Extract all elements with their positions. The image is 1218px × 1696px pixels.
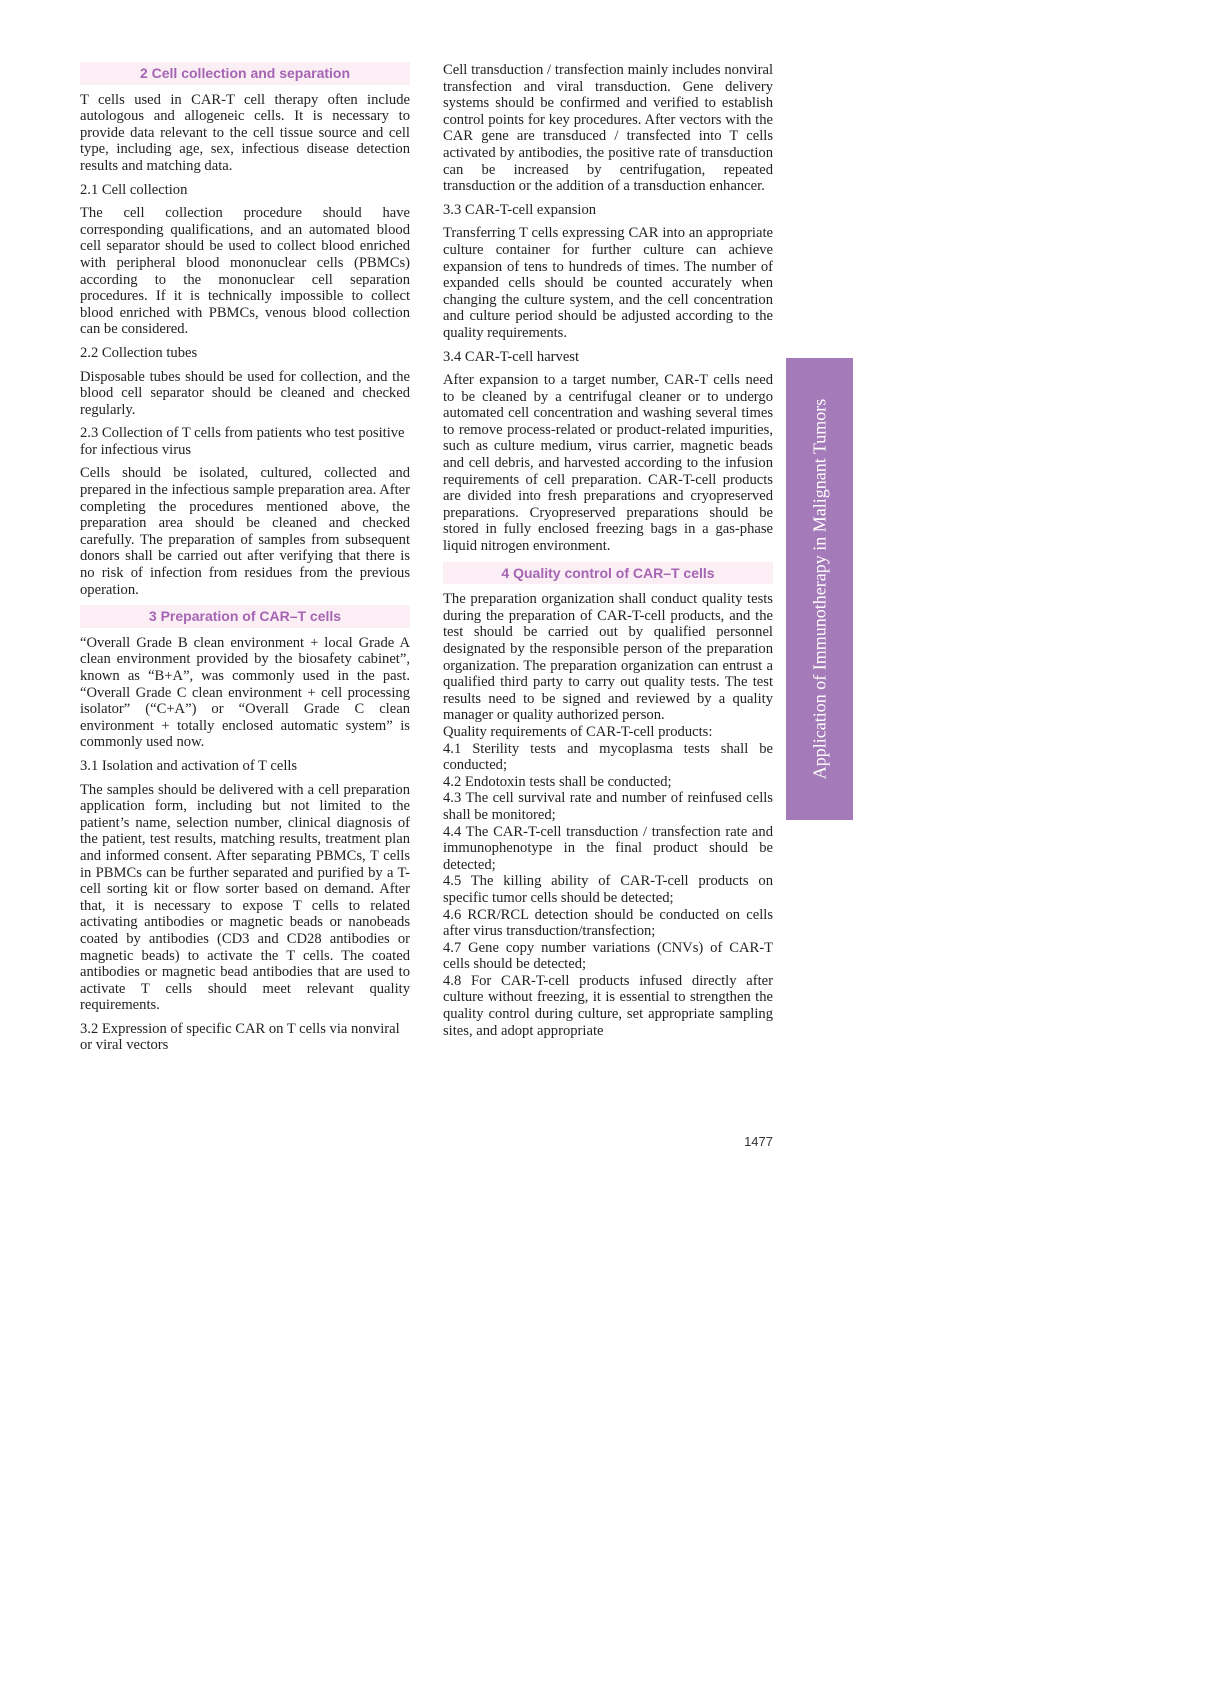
subsection-2-2-paragraph: Disposable tubes should be used for collection, and the blood cell separator should be cleaned and checked regularly. [80,368,410,418]
section-4-paragraph: The preparation organization shall conduct quality tests during the preparation of CAR-T-cell products, and the test should be carried out by qualified personnel designated by the responsible person of the preparation organization. The preparation organization can entrust a qualified third party to carry out quality tests. The test results need to be signed and reviewed by a quality manager or quality authorized person. [443,591,773,724]
subsection-3-1-paragraph: The samples should be delivered with a cell preparation application form, including but not limited to the patient’s name, selection number, clinical diagnosis of the patient, test results, matching results, treatment plan and informed consent. After separating PBMCs, T cells in PBMCs can be further separated and purified by a T-cell sorting kit or flow sorter based on demand. After that, it is necessary to expose T cells to related activating antibodies or magnetic beads or nanobeads coated by antibodies (CD3 and CD28 antibodies or magnetic beads) to activate the T cells. The coated antibodies or magnetic bead antibodies that are used to activate T cells should meet relevant quality requirements. [80,781,410,1014]
side-tab [786,358,853,820]
subsection-2-2-heading: 2.2 Collection tubes [80,344,198,361]
subsection-2-3-paragraph: Cells should be isolated, cultured, collected and prepared in the infectious sample preparation area. After completing the procedures mentioned above, the preparation area should be cleaned and checked carefully. The preparation of samples from subsequent donors shall be carried out after verifying that there is no risk of infection from residues from the previous operation. [80,465,410,598]
quality-item: 4.4 The CAR-T-cell transduction / transfection rate and immunophenotype in the final product should be detected; [443,823,773,873]
quality-item: 4.2 Endotoxin tests shall be conducted; [443,773,672,790]
quality-item: 4.3 The cell survival rate and number of reinfused cells shall be monitored; [443,790,773,823]
left-column [80,62,410,1061]
subsection-3-3-paragraph: Transferring T cells expressing CAR into an appropriate culture container for further culture can achieve expansion of tens to hundreds of times. The number of expanded cells should be counted accurately when changing the culture system, and the cell concentration and culture period should be adjusted according to the quality requirements. [443,225,773,341]
subsection-2-1-heading: 2.1 Cell collection [80,181,188,198]
section-2-paragraph: T cells used in CAR-T cell therapy often include autologous and allogeneic cells. It is necessary to provide data relevant to the cell tissue source and cell type, including age, sex, infectious disease detection results and matching data. [80,91,410,174]
quality-item: 4.6 RCR/RCL detection should be conducted on cells after virus transduction/transfection; [443,906,773,940]
quality-requirements-intro: Quality requirements of CAR-T-cell products: [443,723,713,740]
subsection-3-2-paragraph: Cell transduction / transfection mainly includes nonviral transfection and viral transduction. Gene delivery systems should be confirmed and verified to establish control points for key procedures. After vectors with the CAR gene are transduced / transfected into T cells activated by antibodies, the positive rate of transduction can be increased by centrifugation, repeated transduction or the addition of a transduction enhancer. [443,62,773,195]
section-4-heading: 4 Quality control of CAR–T cells [443,562,773,585]
quality-item: 4.1 Sterility tests and mycoplasma tests shall be conducted; [443,740,773,774]
section-2-heading: 2 Cell collection and separation [80,62,410,85]
subsection-2-1-paragraph: The cell collection procedure should have corresponding qualifications, and an automated blood cell separator should be used to collect blood enriched with peripheral blood mononuclear cells (PBMCs) according to the mononuclear cell separation procedures. If it is technically impossible to collect blood enriched with PBMCs, venous blood collection can be considered. [80,205,410,338]
quality-item: 4.8 For CAR-T-cell products infused directly after culture without freezing, it is essential to strengthen the quality control during culture, set appropriate sampling sites, and adopt appropriate [443,972,773,1039]
side-tab-label: Application of Immunotherapy in Malignant Tumors [809,398,829,780]
subsection-3-3-heading: 3.3 CAR-T-cell expansion [443,201,597,218]
subsection-3-4-paragraph: After expansion to a target number, CAR-T cells need to be cleaned by a centrifugal cleaner or to undergo automated cell concentration and washing several times to remove process-related or product-related impurities, such as culture medium, virus carrier, magnetic beads and cell debris, and harvested according to the infusion requirements of cell preparation. CAR-T-cell products are divided into fresh preparations and cryopreserved preparations. Cryopreserved preparations should be stored in fully enclosed freezing bags in a gas-phase liquid nitrogen environment. [443,372,773,555]
subsection-3-1-heading: 3.1 Isolation and activation of T cells [80,757,298,774]
section-3-heading: 3 Preparation of CAR–T cells [80,605,410,628]
subsection-3-2-heading: 3.2 Expression of specific CAR on T cells via nonviral or viral vectors [80,1020,400,1054]
page-number: 1477 [744,1134,773,1149]
quality-item: 4.5 The killing ability of CAR-T-cell products on specific tumor cells should be detected; [443,873,773,906]
section-3-paragraph: “Overall Grade B clean environment + local Grade A clean environment provided by the biosafety cabinet”, known as “B+A”, was commonly used in the past. “Overall Grade C clean environment + cell processing isolator” (“C+A”) or “Overall Grade C clean environment + totally enclosed automatic system” is commonly used now. [80,634,410,751]
right-column [443,62,773,1039]
subsection-3-4-heading: 3.4 CAR-T-cell harvest [443,348,580,365]
quality-item: 4.7 Gene copy number variations (CNVs) of CAR-T cells should be detected; [443,939,773,973]
subsection-2-3-heading: 2.3 Collection of T cells from patients who test positive for infectious virus [80,425,405,458]
